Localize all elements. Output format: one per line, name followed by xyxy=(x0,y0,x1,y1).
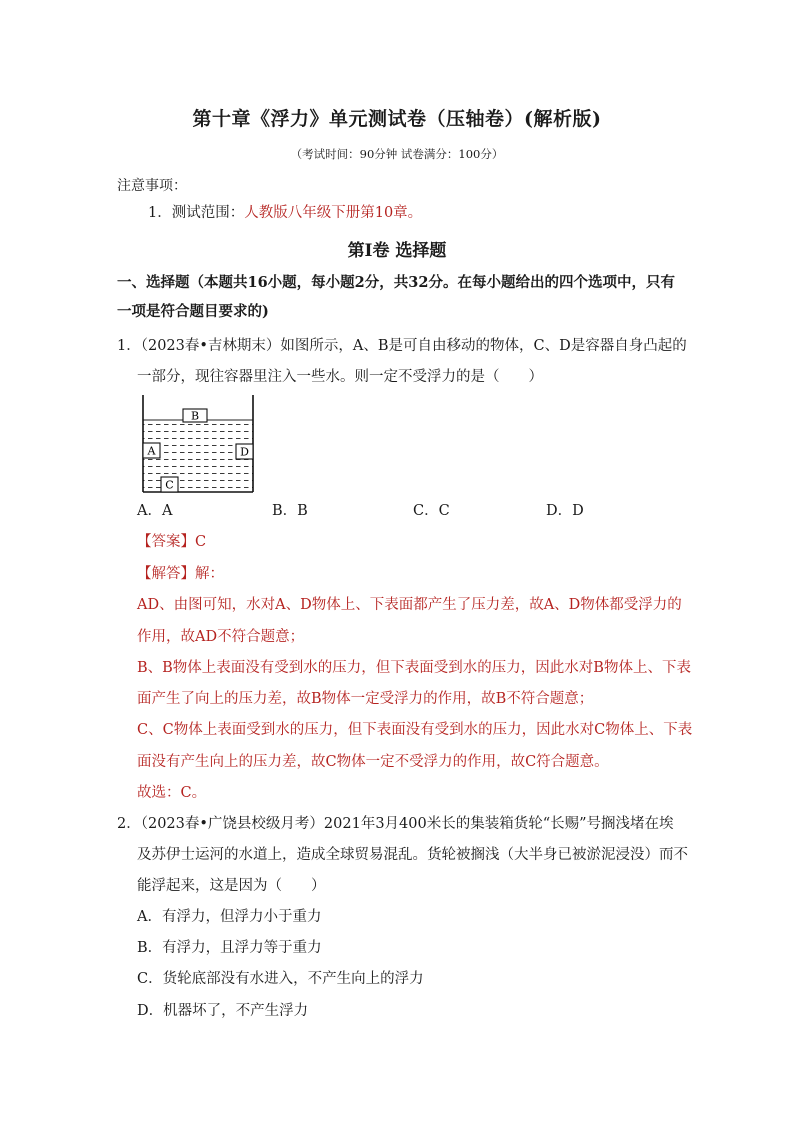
analysis-suffix: 解： xyxy=(195,566,224,582)
document-title: 第十章《浮力》单元测试卷（压轴卷）(解析版) xyxy=(192,108,602,130)
q1-option-b: B．B xyxy=(272,503,308,519)
q2-option-b: B．有浮力，且浮力等于重力 xyxy=(137,940,322,956)
block-b-label: B xyxy=(190,409,200,423)
answer-value: C xyxy=(195,534,207,550)
q1-answer xyxy=(137,532,206,552)
analysis-conclusion: 故选：C。 xyxy=(137,785,207,801)
answer-label: 【答案】 xyxy=(137,534,195,550)
q1-stem-line-2: 一部分，现往容器里注入一些水。则一定不受浮力的是（ ） xyxy=(137,369,543,385)
notes-item-prefix: 1．测试范围： xyxy=(148,205,245,221)
notes-item xyxy=(148,203,422,223)
notes-item-text: 人教版八年级下册第10章。 xyxy=(244,205,423,221)
q1-stem-line-1: 1．（2023春•吉林期末）如图所示，A、B是可自由移动的物体，C、D是容器自身凸起的 xyxy=(117,338,687,354)
analysis-label: 【解答】 xyxy=(137,566,195,582)
block-c-label: C xyxy=(165,478,174,492)
analysis-line-6: 面没有产生向上的压力差，故C物体一定不受浮力的作用，故C符合题意。 xyxy=(137,754,609,770)
section-title: 第Ⅰ卷 选择题 xyxy=(347,241,447,261)
q1-analysis-heading xyxy=(137,564,224,584)
q2-stem-line-1: 2．（2023春•广饶县校级月考）2021年3月400米长的集装箱货轮“长赐”号搁浅堵在埃 xyxy=(117,816,674,832)
analysis-line-5: C、C物体上表面受到水的压力，但下表面没有受到水的压力，因此水对C物体上、下表 xyxy=(137,722,693,738)
block-c xyxy=(161,477,178,492)
q1-option-c: C．C xyxy=(413,503,450,519)
q1-option-a: A．A xyxy=(137,503,173,519)
q1-option-d: D．D xyxy=(546,503,584,519)
q2-option-d: D．机器坏了，不产生浮力 xyxy=(137,1003,309,1019)
q2-stem-line-2: 及苏伊士运河的水道上，造成全球贸易混乱。货轮被搁浅（大半身已被淤泥浸没）而不 xyxy=(137,847,688,863)
analysis-line-4: 面产生了向上的压力差，故B物体一定受浮力的作用，故B不符合题意； xyxy=(137,691,594,707)
instructions-line-1: 一、选择题（本题共16小题，每小题2分，共32分。在每小题给出的四个选项中，只有 xyxy=(117,274,675,291)
q2-stem-line-3: 能浮起来，这是因为（ ） xyxy=(137,878,326,894)
container-diagram xyxy=(140,393,256,493)
block-a xyxy=(143,443,160,458)
exam-info: （考试时间：90分钟 试卷满分：100分） xyxy=(290,147,504,161)
block-d xyxy=(236,444,253,459)
analysis-line-2: 作用，故AD不符合题意； xyxy=(137,629,305,645)
block-d-label: D xyxy=(240,445,249,459)
instructions-line-2: 一项是符合题目要求的) xyxy=(117,303,269,320)
analysis-line-1: AD、由图可知，水对A、D物体上、下表面都产生了压力差，故A、D物体都受浮力的 xyxy=(137,597,682,613)
notes-heading: 注意事项： xyxy=(117,178,187,194)
analysis-line-3: B、B物体上表面没有受到水的压力，但下表面受到水的压力，因此水对B物体上、下表 xyxy=(137,660,691,676)
q2-option-a: A．有浮力，但浮力小于重力 xyxy=(137,909,322,925)
block-b xyxy=(183,409,207,423)
q2-option-c: C．货轮底部没有水进入，不产生向上的浮力 xyxy=(137,971,424,987)
block-a-label: A xyxy=(147,444,156,458)
